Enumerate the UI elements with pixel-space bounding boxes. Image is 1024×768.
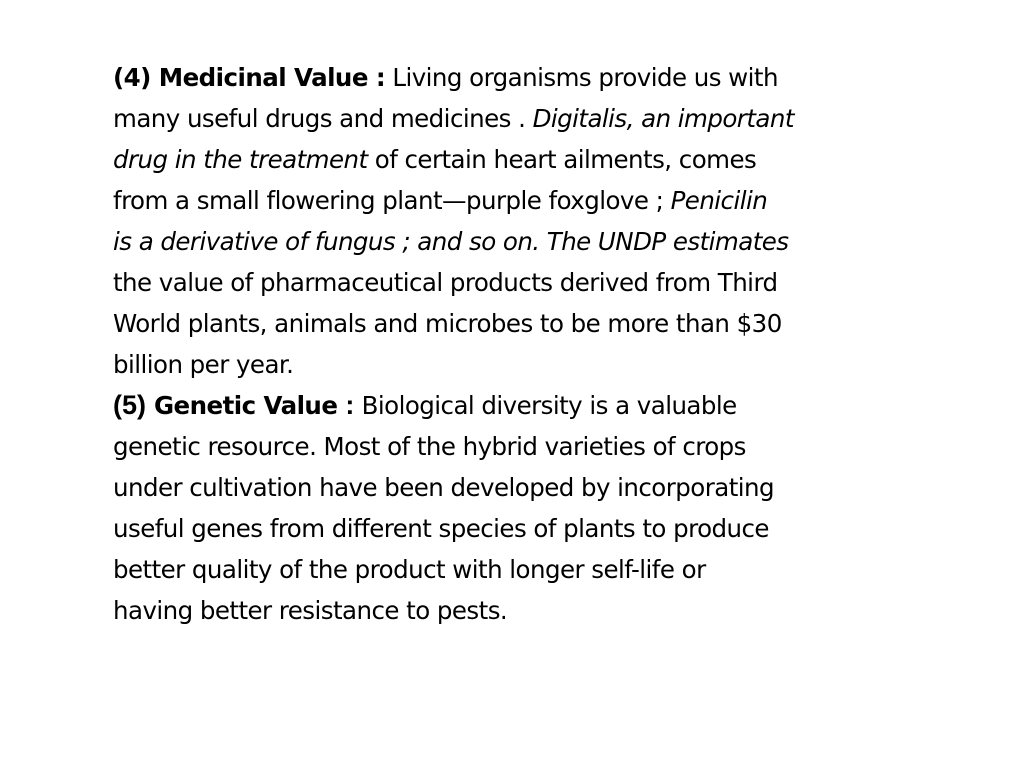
italic-text-run: Penicilin [670, 186, 768, 215]
medicinal-value-paragraph [113, 57, 913, 385]
medicinal-value-heading: (4) Medicinal Value : [113, 63, 386, 92]
genetic-value-paragraph [113, 385, 913, 631]
text-line [113, 426, 913, 467]
text-line [113, 590, 913, 631]
text-run: World plants, animals and microbes to be more than $30 [113, 309, 782, 338]
text-run: having better resistance to pests. [113, 596, 508, 625]
genetic-value-number: (5) [113, 390, 146, 420]
text-line [113, 221, 913, 262]
text-run: under cultivation have been developed by incorporating [113, 473, 774, 502]
text-line [113, 549, 913, 590]
text-run: from a small flowering plant—purple foxglove ; [113, 186, 671, 215]
text-line [113, 57, 913, 98]
text-run: useful genes from different species of plants to produce [113, 514, 769, 543]
italic-text-run: Digitalis, an important [532, 104, 794, 133]
text-run: Living organisms provide us with [385, 63, 778, 92]
text-line [113, 262, 913, 303]
text-line [113, 508, 913, 549]
genetic-value-colon: : [345, 390, 355, 420]
text-line [113, 98, 913, 139]
text-line [113, 385, 913, 426]
text-line [113, 303, 913, 344]
text-run: better quality of the product with longer self-life or [113, 555, 706, 584]
text-line [113, 139, 913, 180]
text-run: billion per year. [113, 350, 294, 379]
text-run: the value of pharmaceutical products derived from Third [113, 268, 778, 297]
text-run: Biological diversity is a valuable [354, 391, 737, 420]
text-line [113, 344, 913, 385]
text-line [113, 180, 913, 221]
slide-body-text [113, 57, 913, 631]
text-run: many useful drugs and medicines . [113, 104, 533, 133]
genetic-value-heading: Genetic Value [146, 391, 346, 420]
italic-text-run: is a derivative of fungus ; and so on. The UNDP estimates [113, 227, 789, 256]
text-run: of certain heart ailments, comes [367, 145, 757, 174]
text-line [113, 467, 913, 508]
text-run: genetic resource. Most of the hybrid varieties of crops [113, 432, 746, 461]
italic-text-run: drug in the treatment [113, 145, 368, 174]
